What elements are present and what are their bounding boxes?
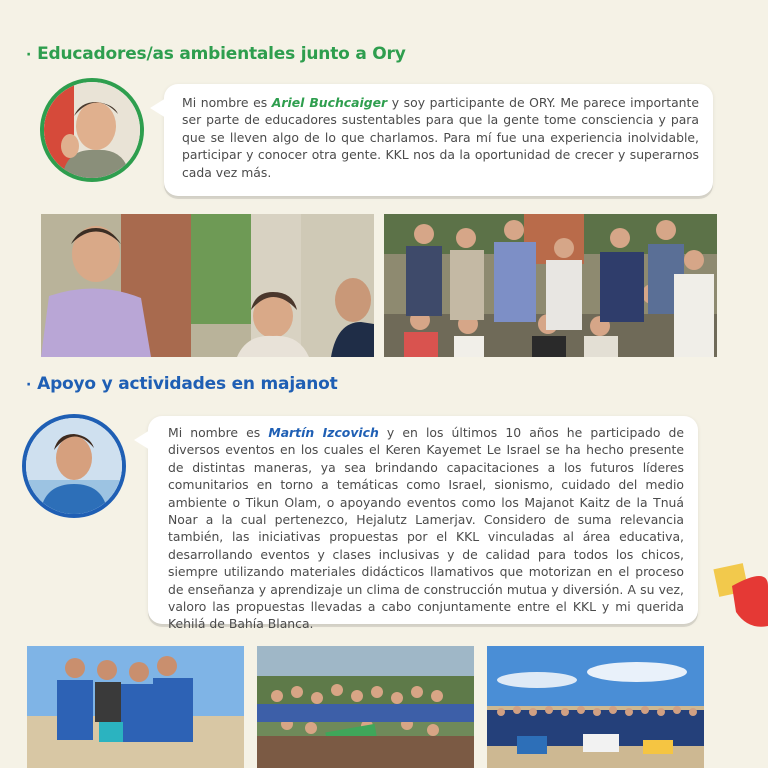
bullet: · xyxy=(26,377,32,393)
section-title-text: Apoyo y actividades en majanot xyxy=(37,374,338,394)
avatar-martin xyxy=(22,414,126,518)
testimonial-body: y en los últimos 10 años he participado de diversos eventos en los cuales el Keren Kayemet Le Israel se ha hecho presente de distintas maneras, ya sea brindando capacitaciones a los futuros líderes comunitarios en torno a temáticas como Israel, sionismo, cuidado del medio ambiente o Tikun Olam, o apoyando eventos como los Majanot Kaitz de la Tnuá Noar a la cual pertenezco, Hejalutz Lamerjav. Considero de suma relevancia también, las iniciativas propuestas por el KKL vinculadas al área educativa, desarrollando eventos y clases inclusivas y de calidad para todos los chicos, siempre utilizando materiales didácticos llamativos que motorizan en el proceso de enseñanza y aprendizaje un clima de construcción mutua y diversión. A su vez, valoro las propuestas llevadas a cabo conjuntamente entre el KKL y mi querida Kehilá de Bahía Blanca. xyxy=(168,425,685,632)
section-title-educadores xyxy=(26,44,406,64)
photo-group-educators xyxy=(384,214,717,357)
testimonial-bubble-martin xyxy=(148,416,698,632)
bullet: · xyxy=(26,47,32,63)
photo-beach-large-group xyxy=(487,646,704,768)
photo-workshop xyxy=(41,214,374,357)
testimonial-name: Martín Izcovich xyxy=(268,425,379,440)
avatar-ariel xyxy=(40,78,144,182)
section-title-text: Educadores/as ambientales junto a Ory xyxy=(37,44,406,64)
testimonial-intro: Mi nombre es xyxy=(168,425,269,440)
testimonial-intro: Mi nombre es xyxy=(182,95,272,110)
testimonial-body: y soy participante de ORY. Me parece importante ser parte de educadores sustentables para que la gente tome consciencia y para que se lleven algo de lo que charlamos. Para mí fue una experiencia inolvidable, participar y conocer otra gente. KKL nos da la oportunidad de crecer y superarnos cada vez más. xyxy=(182,95,700,180)
photo-beach-four xyxy=(27,646,244,768)
photo-camp-group xyxy=(257,646,474,768)
testimonial-name: Ariel Buchcaiger xyxy=(271,95,388,110)
section-title-majanot xyxy=(26,374,338,394)
testimonial-bubble-ariel xyxy=(164,84,713,196)
decorative-shape xyxy=(708,556,768,636)
